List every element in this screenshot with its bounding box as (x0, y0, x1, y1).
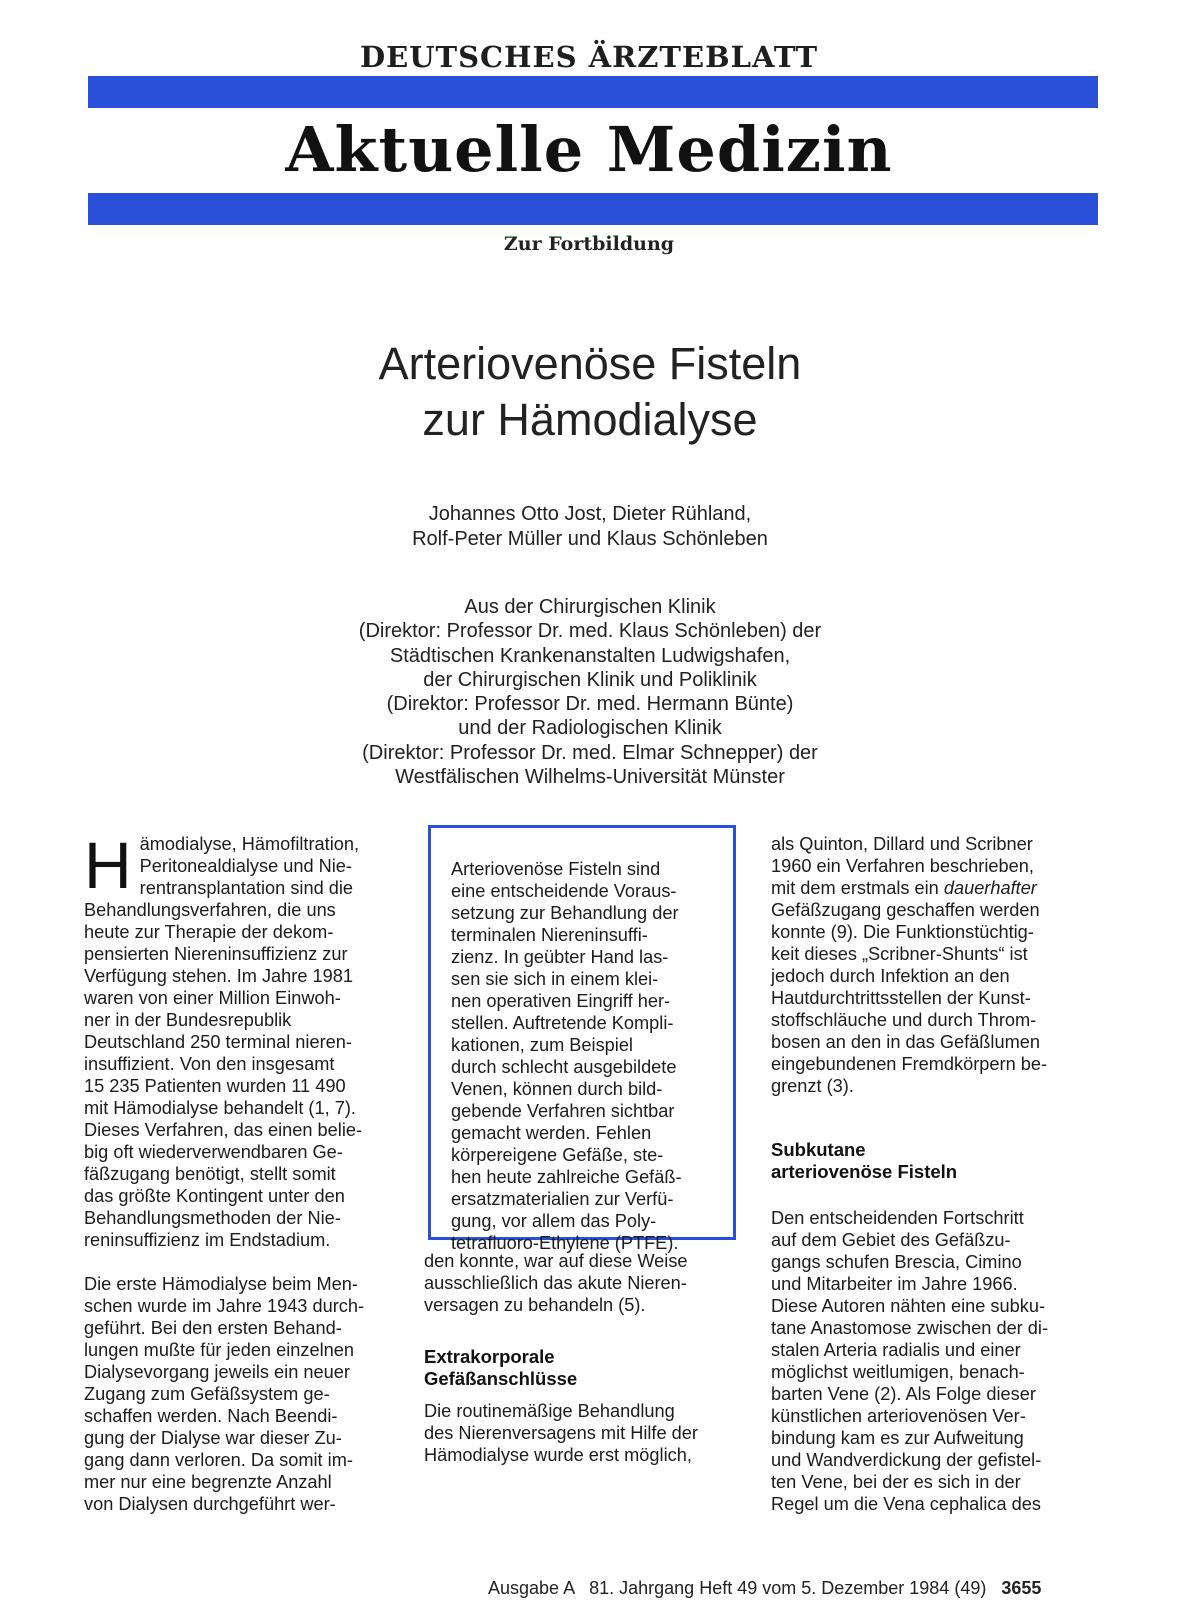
text-line: durch schlecht ausgebildete (451, 1057, 677, 1077)
text-line: gung der Dialyse war dieser Zu- (84, 1428, 342, 1448)
journal-name: DEUTSCHES ÄRZTEBLATT (359, 40, 819, 74)
text-line: Zugang zum Gefäßsystem ge- (84, 1384, 330, 1404)
text-line: jedoch durch Infektion an den (771, 966, 1010, 986)
text-line: von Dialysen durchgeführt wer- (84, 1494, 336, 1514)
text-line: und Wandverdickung der gefistel- (771, 1450, 1042, 1470)
affiliation-line: der Chirurgischen Klinik und Poliklinik (423, 668, 757, 691)
paragraph (771, 833, 1093, 1097)
text-line: Hämodialyse wurde erst möglich, (424, 1445, 692, 1465)
text-line: gangs schufen Brescia, Cimino (771, 1252, 1022, 1272)
text-line: gang dann verloren. Da somit im- (84, 1450, 353, 1470)
text-line: bosen an den in das Gefäßlumen (771, 1032, 1040, 1052)
text-line: den konnte, war auf diese Weise (424, 1251, 688, 1271)
text-line: terminalen Niereninsuffi- (451, 925, 648, 945)
section-heading: Subkutane (771, 1139, 866, 1160)
section-heading: Gefäßanschlüsse (424, 1368, 578, 1389)
text-line: stellen. Auftretende Kompli- (451, 1013, 674, 1033)
body-column-1 (84, 828, 401, 1515)
text-line: konnte (9). Die Funktionstüchtig- (771, 922, 1034, 942)
section-heading: Extrakorporale (424, 1346, 555, 1367)
text-line: tetrafluoro-Ethylene (PTFE). (451, 1233, 679, 1253)
text-line: Regel um die Vena cephalica des (771, 1494, 1041, 1514)
drop-cap: H (84, 828, 132, 902)
text-line: gebende Verfahren sichtbar (451, 1101, 675, 1121)
text-line: grenzt (3). (771, 1076, 854, 1096)
text-line: heute zur Therapie der dekom- (84, 922, 334, 942)
author-line: Rolf-Peter Müller und Klaus Schönleben (412, 528, 768, 550)
page-number: 3655 (1001, 1578, 1042, 1598)
text-line: setzung zur Behandlung der (451, 903, 679, 923)
text-line: geführt. Bei den ersten Behand- (84, 1318, 342, 1338)
paragraph (84, 1273, 401, 1515)
text-line: körpereigene Gefäße, ste- (451, 1145, 664, 1165)
affiliation-line: Aus der Chirurgischen Klinik (464, 596, 716, 618)
text-line: Dieses Verfahren, das einen belie- (84, 1120, 363, 1140)
text-line: ämodialyse, Hämofiltration, (139, 834, 360, 854)
text-line: mit Hämodialyse behandelt (1, 7). (84, 1098, 356, 1118)
text-line: eine entscheidende Voraus- (451, 881, 677, 901)
abstract-text (451, 858, 719, 1254)
text-line: Behandlungsverfahren, die uns (84, 900, 336, 920)
text-line: und Mitarbeiter im Jahre 1966. (771, 1274, 1018, 1294)
text-line: des Nierenversagens mit Hilfe der (424, 1423, 698, 1443)
affiliation-line: und der Radiologischen Klinik (458, 717, 722, 740)
text-line: Den entscheidenden Fortschritt (771, 1208, 1024, 1228)
text-line: hen heute zahlreiche Gefäß- (451, 1167, 682, 1187)
text-line: versagen zu behandeln (5). (424, 1295, 646, 1315)
title-line: zur Hämodialyse (422, 394, 758, 445)
text-line: Behandlungsmethoden der Nie- (84, 1208, 341, 1228)
text-line: Dialysevorgang jeweils ein neuer (84, 1362, 350, 1382)
text-line: schen wurde im Jahre 1943 durch- (84, 1296, 365, 1316)
text-line: auf dem Gebiet des Gefäßzu- (771, 1230, 1011, 1250)
article-title (240, 336, 940, 448)
text-line: gemacht werden. Fehlen (451, 1123, 652, 1143)
text-line: ner in der Bundesrepublik (84, 1010, 292, 1030)
affiliation-line: Westfälischen Wilhelms-Universität Münster (395, 766, 785, 789)
text-line: Venen, können durch bild- (451, 1079, 663, 1099)
text-line: als Quinton, Dillard und Scribner (771, 834, 1033, 854)
text-line (771, 878, 1037, 898)
affiliation-line: (Direktor: Professor Dr. med. Klaus Schönleben) der (358, 620, 822, 643)
issue-info: 81. Jahrgang Heft 49 vom 5. Dezember 1984 (49) (589, 1578, 987, 1598)
text-line: insuffizient. Von den insgesamt (84, 1054, 335, 1074)
text-line: stalen Arteria radialis und einer (771, 1340, 1021, 1360)
text-line: Die routinemäßige Behandlung (424, 1401, 675, 1421)
section-title: Aktuelle Medizin (285, 113, 893, 186)
text-line: eingebundenen Fremdkörpern be- (771, 1054, 1048, 1074)
text-line: Die erste Hämodialyse beim Men- (84, 1274, 358, 1294)
edition-label: Ausgabe A (488, 1578, 575, 1598)
top-blue-band (88, 76, 1098, 108)
text-line: 15 235 Patienten wurden 11 490 (84, 1076, 346, 1096)
paragraph (424, 1250, 742, 1316)
text-line: Gefäßzugang geschaffen werden (771, 900, 1040, 920)
affiliation-line: (Direktor: Professor Dr. med. Elmar Schnepper) der (362, 741, 818, 764)
text-line: Arteriovenöse Fisteln sind (451, 859, 661, 879)
text-line: Hautdurchtrittsstellen der Kunst- (771, 988, 1031, 1008)
text-line: schaffen werden. Nach Beendi- (84, 1406, 338, 1426)
text-line: das größte Kontingent unter den (84, 1186, 345, 1206)
text-line: zienz. In geübter Hand las- (451, 947, 669, 967)
body-column-2 (424, 1250, 742, 1466)
text-line: reninsuffizienz im Endstadium. (84, 1230, 331, 1250)
body-column-3 (771, 833, 1093, 1515)
text-line: ausschließlich das akute Nieren- (424, 1273, 687, 1293)
text-line: tane Anastomose zwischen der di- (771, 1318, 1049, 1338)
authors (240, 502, 940, 552)
text-line: big oft wiederverwendbaren Ge- (84, 1142, 343, 1162)
author-line: Johannes Otto Jost, Dieter Rühland, (428, 503, 752, 525)
text-line: barten Vene (2). Als Folge dieser (771, 1384, 1036, 1404)
text-line: Verfügung stehen. Im Jahre 1981 (84, 966, 353, 986)
affiliation-line: Städtischen Krankenanstalten Ludwigshafen, (389, 644, 791, 667)
text-line: rentransplantation sind die (139, 878, 354, 898)
text-line: 1960 ein Verfahren beschrieben, (771, 856, 1034, 876)
text-line: keit dieses „Scribner-Shunts“ ist (771, 944, 1028, 964)
text-line: Peritonealdialyse und Nie- (139, 856, 352, 876)
text-line: Deutschland 250 terminal nieren- (84, 1032, 352, 1052)
text-line: gung, vor allem das Poly- (451, 1211, 657, 1231)
affiliation-line: (Direktor: Professor Dr. med. Hermann Bünte) (386, 693, 794, 716)
text-line: Diese Autoren nähten eine subku- (771, 1296, 1046, 1316)
text-line: sen sie sich in einem klei- (451, 969, 659, 989)
text-line: ten Vene, bei der es sich in der (771, 1472, 1021, 1492)
text-line: waren von einer Million Einwoh- (84, 988, 341, 1008)
paragraph (771, 1207, 1093, 1515)
text-line: mer nur eine begrenzte Anzahl (84, 1472, 332, 1492)
text-line: stoffschläuche und durch Throm- (771, 1010, 1037, 1030)
text-line: möglichst weitlumigen, benach- (771, 1362, 1025, 1382)
section-heading: arteriovenöse Fisteln (771, 1161, 958, 1182)
text-line: lungen mußte für jeden einzelnen (84, 1340, 354, 1360)
page-footer (488, 1578, 1041, 1599)
text-line: fäßzugang benötigt, stellt somit (84, 1164, 336, 1184)
paragraph (84, 828, 401, 1251)
text-line: bindung kam es zur Aufweitung (771, 1428, 1024, 1448)
paragraph (424, 1400, 742, 1466)
title-line: Arteriovenöse Fisteln (378, 338, 802, 389)
subsection-label: Zur Fortbildung (503, 233, 675, 255)
text-line: nen operativen Eingriff her- (451, 991, 671, 1011)
text-fragment: mit dem erstmals ein (771, 878, 939, 898)
abstract-box (428, 825, 736, 1253)
emphasis: dauerhafter (943, 878, 1037, 898)
bottom-blue-band (88, 193, 1098, 225)
text-line: künstlichen arteriovenösen Ver- (771, 1406, 1026, 1426)
text-line: kationen, zum Beispiel (451, 1035, 633, 1055)
text-line: ersatzmaterialien zur Verfü- (451, 1189, 674, 1209)
affiliation (240, 595, 940, 789)
text-line: pensierten Niereninsuffizienz zur (84, 944, 348, 964)
